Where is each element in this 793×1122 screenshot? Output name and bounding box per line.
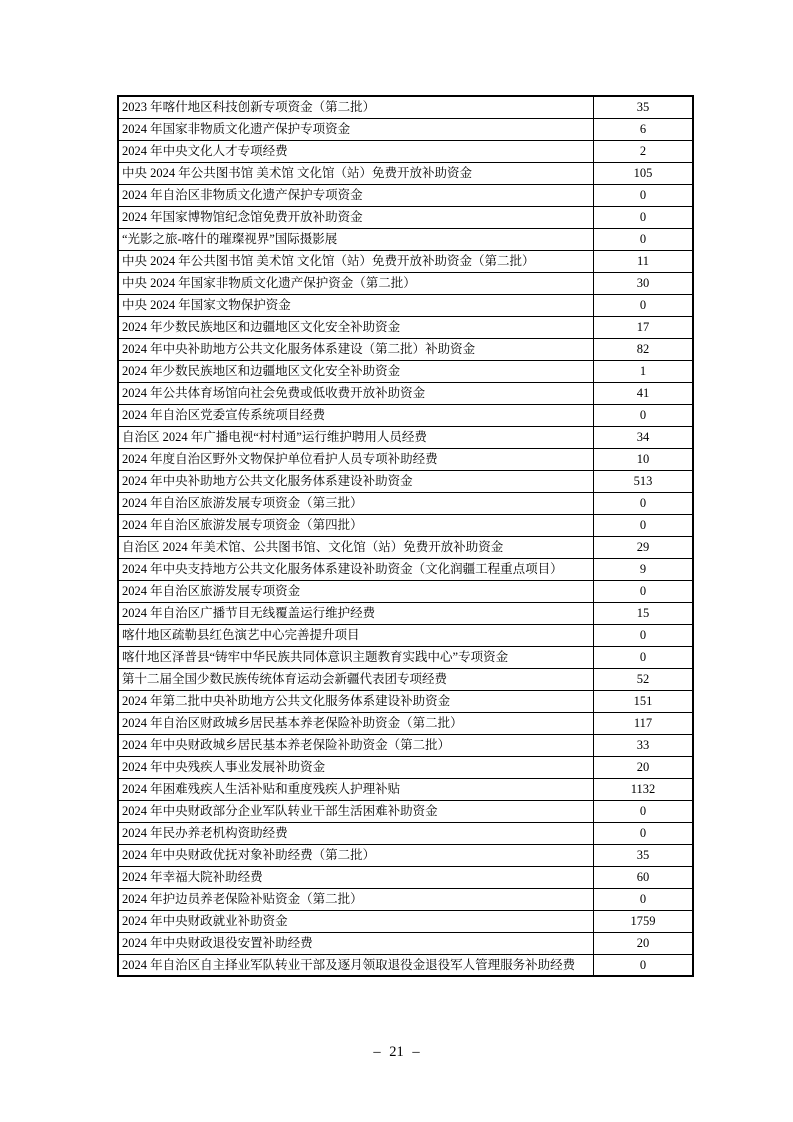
table-row [118,778,693,800]
item-amount: 30 [594,272,694,294]
item-name: 2024 年中央财政城乡居民基本养老保险补助资金（第二批） [118,734,594,756]
item-name: 2024 年护边员养老保险补贴资金（第二批） [118,888,594,910]
table-row [118,712,693,734]
item-name: 2023 年喀什地区科技创新专项资金（第二批） [118,96,594,118]
item-name: “光影之旅-喀什的璀璨视界”国际摄影展 [118,228,594,250]
item-name: 2024 年自治区非物质文化遗产保护专项资金 [118,184,594,206]
item-name: 2024 年自治区旅游发展专项资金 [118,580,594,602]
table-row [118,448,693,470]
item-amount: 35 [594,96,694,118]
item-name: 2024 年幸福大院补助经费 [118,866,594,888]
item-name: 2024 年自治区自主择业军队转业干部及逐月领取退役金退役军人管理服务补助经费 [118,954,594,976]
table-row [118,118,693,140]
item-name: 2024 年公共体育场馆向社会免费或低收费开放补助资金 [118,382,594,404]
item-amount: 6 [594,118,694,140]
table-row [118,514,693,536]
item-name: 2024 年中央财政就业补助资金 [118,910,594,932]
item-amount: 0 [594,624,694,646]
table-row [118,338,693,360]
item-name: 自治区 2024 年广播电视“村村通”运行维护聘用人员经费 [118,426,594,448]
item-amount: 34 [594,426,694,448]
item-name: 自治区 2024 年美术馆、公共图书馆、文化馆（站）免费开放补助资金 [118,536,594,558]
item-amount: 0 [594,206,694,228]
table-row [118,690,693,712]
table-row [118,206,693,228]
table-row [118,580,693,602]
table-row [118,844,693,866]
item-name: 2024 年中央财政部分企业军队转业干部生活困难补助资金 [118,800,594,822]
item-amount: 0 [594,184,694,206]
funding-table [117,95,694,977]
item-amount: 60 [594,866,694,888]
item-amount: 35 [594,844,694,866]
item-name: 2024 年中央财政退役安置补助经费 [118,932,594,954]
item-amount: 33 [594,734,694,756]
item-amount: 1 [594,360,694,382]
item-amount: 0 [594,580,694,602]
item-amount: 105 [594,162,694,184]
item-amount: 9 [594,558,694,580]
item-amount: 17 [594,316,694,338]
item-name: 中央 2024 年公共图书馆 美术馆 文化馆（站）免费开放补助资金 [118,162,594,184]
item-name: 喀什地区泽普县“铸牢中华民族共同体意识主题教育实践中心”专项资金 [118,646,594,668]
item-name: 2024 年中央支持地方公共文化服务体系建设补助资金（文化润疆工程重点项目） [118,558,594,580]
item-amount: 11 [594,250,694,272]
item-name: 2024 年中央文化人才专项经费 [118,140,594,162]
table-row [118,558,693,580]
table-row [118,646,693,668]
item-amount: 513 [594,470,694,492]
item-name: 2024 年中央补助地方公共文化服务体系建设（第二批）补助资金 [118,338,594,360]
funding-table-body [118,96,693,976]
table-row [118,250,693,272]
item-name: 第十二届全国少数民族传统体育运动会新疆代表团专项经费 [118,668,594,690]
item-name: 2024 年自治区党委宣传系统项目经费 [118,404,594,426]
table-row [118,492,693,514]
table-row [118,932,693,954]
item-amount: 82 [594,338,694,360]
item-amount: 52 [594,668,694,690]
table-row [118,734,693,756]
item-amount: 0 [594,954,694,976]
item-amount: 0 [594,404,694,426]
table-row [118,382,693,404]
item-amount: 29 [594,536,694,558]
item-name: 2024 年自治区财政城乡居民基本养老保险补助资金（第二批） [118,712,594,734]
item-name: 中央 2024 年国家文物保护资金 [118,294,594,316]
item-amount: 1759 [594,910,694,932]
item-amount: 0 [594,800,694,822]
table-row [118,360,693,382]
table-row [118,162,693,184]
page-number: – 21 – [373,1044,420,1060]
item-amount: 20 [594,932,694,954]
item-name: 中央 2024 年公共图书馆 美术馆 文化馆（站）免费开放补助资金（第二批） [118,250,594,272]
item-amount: 20 [594,756,694,778]
table-row [118,470,693,492]
table-row [118,96,693,118]
table-row [118,954,693,976]
item-name: 2024 年民办养老机构资助经费 [118,822,594,844]
item-name: 2024 年国家博物馆纪念馆免费开放补助资金 [118,206,594,228]
item-name: 2024 年少数民族地区和边疆地区文化安全补助资金 [118,316,594,338]
table-row [118,536,693,558]
item-amount: 0 [594,888,694,910]
table-row [118,910,693,932]
item-name: 中央 2024 年国家非物质文化遗产保护资金（第二批） [118,272,594,294]
item-amount: 0 [594,646,694,668]
table-row [118,316,693,338]
item-amount: 10 [594,448,694,470]
table-row [118,404,693,426]
table-row [118,822,693,844]
table-row [118,800,693,822]
table-row [118,140,693,162]
table-row [118,624,693,646]
item-amount: 117 [594,712,694,734]
item-amount: 0 [594,228,694,250]
item-name: 2024 年度自治区野外文物保护单位看护人员专项补助经费 [118,448,594,470]
table-row [118,866,693,888]
item-name: 2024 年国家非物质文化遗产保护专项资金 [118,118,594,140]
item-amount: 41 [594,382,694,404]
table-row [118,294,693,316]
item-amount: 151 [594,690,694,712]
item-name: 2024 年中央残疾人事业发展补助资金 [118,756,594,778]
item-amount: 1132 [594,778,694,800]
item-name: 喀什地区疏勒县红色演艺中心完善提升项目 [118,624,594,646]
item-name: 2024 年自治区广播节目无线覆盖运行维护经费 [118,602,594,624]
item-name: 2024 年自治区旅游发展专项资金（第三批） [118,492,594,514]
table-row [118,888,693,910]
item-name: 2024 年自治区旅游发展专项资金（第四批） [118,514,594,536]
table-row [118,184,693,206]
table-row [118,756,693,778]
table-row [118,602,693,624]
item-amount: 0 [594,822,694,844]
item-name: 2024 年中央财政优抚对象补助经费（第二批） [118,844,594,866]
item-name: 2024 年中央补助地方公共文化服务体系建设补助资金 [118,470,594,492]
item-amount: 2 [594,140,694,162]
item-name: 2024 年第二批中央补助地方公共文化服务体系建设补助资金 [118,690,594,712]
item-amount: 0 [594,492,694,514]
table-row [118,228,693,250]
table-row [118,668,693,690]
item-name: 2024 年困难残疾人生活补贴和重度残疾人护理补贴 [118,778,594,800]
item-name: 2024 年少数民族地区和边疆地区文化安全补助资金 [118,360,594,382]
item-amount: 15 [594,602,694,624]
table-row [118,426,693,448]
table-row [118,272,693,294]
item-amount: 0 [594,294,694,316]
item-amount: 0 [594,514,694,536]
